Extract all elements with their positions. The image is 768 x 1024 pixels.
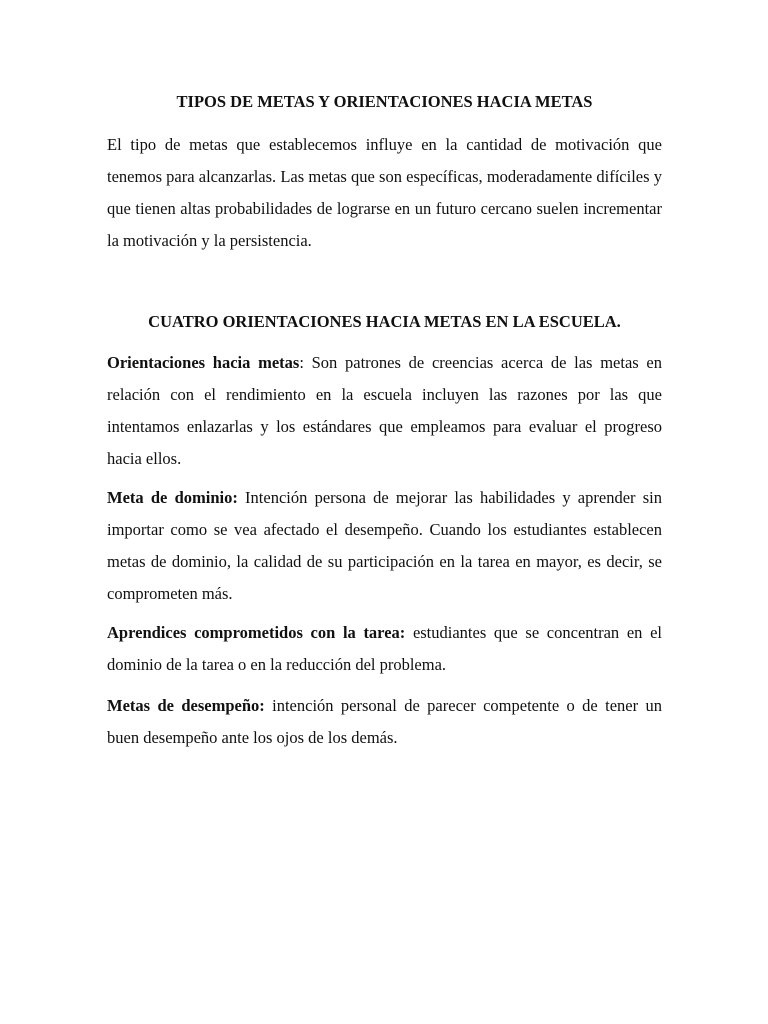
definition-meta-dominio <box>107 482 662 610</box>
definition-text: Intención persona de mejorar las habilidades y aprender sin importar como se vea afectado el desempeño. Cuando los estudiantes establecen metas de dominio, la calidad de su participación en la tarea en mayor, es decir, se comprometen más. <box>107 488 662 603</box>
definition-orientaciones <box>107 347 662 475</box>
definition-text: estudiantes que se concentran en el dominio de la tarea o en la reducción del problema. <box>107 623 662 674</box>
intro-paragraph: El tipo de metas que establecemos influye en la cantidad de motivación que tenemos para alcanzarlas. Las metas que son específicas, moderadamente difíciles y que tienen altas probabilidades de lograrse en un futuro cercano suelen incrementar la motivación y la persistencia. <box>107 135 662 250</box>
definition-term: Metas de desempeño: <box>107 696 265 715</box>
definition-term: Aprendices comprometidos con la tarea: <box>107 623 406 642</box>
definition-metas-desempeno <box>107 690 662 754</box>
definition-text: intención personal de parecer competente o de tener un buen desempeño ante los ojos de los demás. <box>107 696 662 747</box>
definition-text: : Son patrones de creencias acerca de las metas en relación con el rendimiento en la escuela incluyen las razones por las que intentamos enlazarlas y los estándares que empleamos para evaluar el progreso hacia ellos. <box>107 353 662 468</box>
section-title: CUATRO ORIENTACIONES HACIA METAS EN LA ESCUELA. <box>148 312 621 331</box>
document-title: TIPOS DE METAS Y ORIENTACIONES HACIA METAS <box>176 92 593 111</box>
definition-term: Meta de dominio: <box>107 488 238 507</box>
definition-aprendices <box>107 617 662 681</box>
definition-term: Orientaciones hacia metas <box>107 353 300 372</box>
